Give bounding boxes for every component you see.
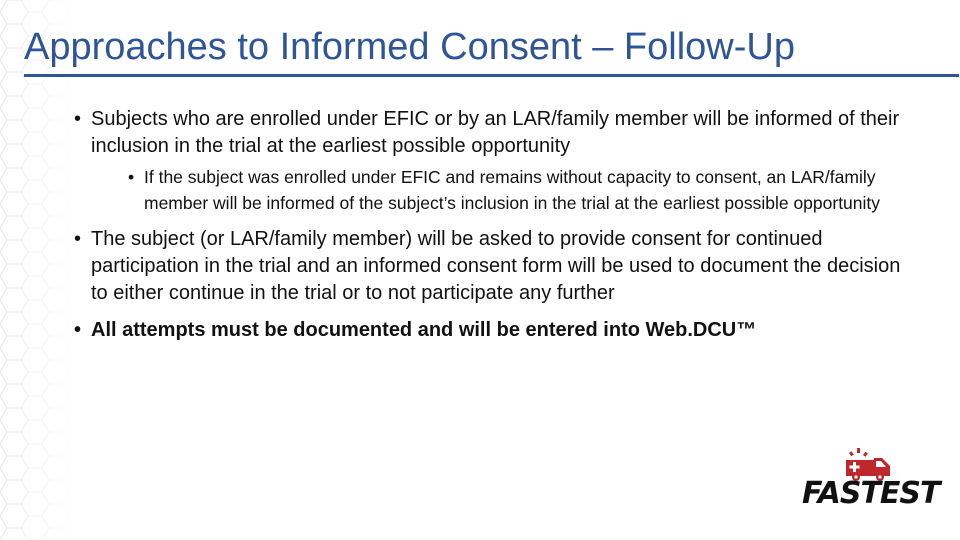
bullet-list [74, 106, 904, 354]
logo-wordmark: FASTEST [802, 476, 940, 511]
slide-title: Approaches to Informed Consent – Follow-Up [24, 26, 795, 68]
sub-bullet-item [128, 164, 904, 216]
bullet-text: The subject (or LAR/family member) will be asked to provide consent for continued participation in the trial and an informed consent form will be used to document the decision to either continue in the trial or to not participate any further [91, 228, 901, 304]
bullet-text: Subjects who are enrolled under EFIC or by an LAR/family member will be informed of their inclusion in the trial at the earliest possible opportunity [91, 108, 900, 157]
bullet-item [74, 106, 904, 216]
title-underline [24, 74, 959, 77]
bullet-item [74, 226, 904, 307]
fastest-logo [800, 440, 940, 518]
bullet-item [74, 317, 904, 344]
sub-bullet-text: If the subject was enrolled under EFIC and remains without capacity to consent, an LAR/family member will be informed of the subject’s inclusion in the trial at the earliest possible opportunity [144, 167, 881, 213]
bullet-text: All attempts must be documented and will be entered into Web.DCU™ [91, 319, 757, 341]
